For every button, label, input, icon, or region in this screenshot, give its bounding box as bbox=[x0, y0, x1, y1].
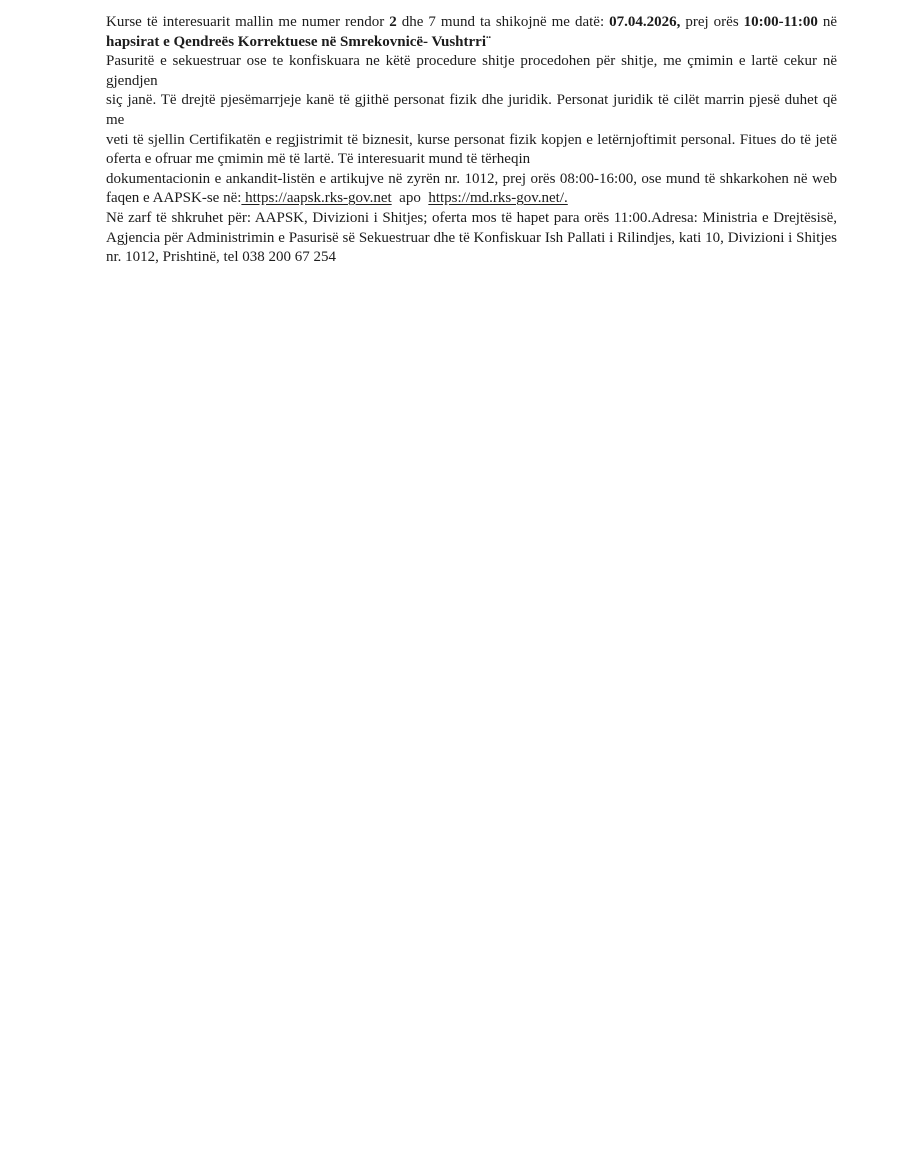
text-run: 07.04.2026, bbox=[609, 14, 681, 30]
text-run: në bbox=[817, 14, 837, 30]
text-run: prej orës bbox=[680, 14, 744, 30]
text-run: siç janë. Të drejtë pjesëmarrjeje kanë të gjithë personat fizik dhe juridik. Personat juridik të cilët marrin pjesë duhet që me bbox=[106, 92, 837, 128]
text-line bbox=[106, 170, 837, 190]
text-line bbox=[106, 150, 837, 170]
text-run: hapsirat e Qendreës Korrektuese në Smrekovnicë- Vushtrri¨ bbox=[106, 33, 491, 50]
text-run: faqen e AAPSK-se në: bbox=[106, 190, 242, 207]
text-line bbox=[106, 91, 837, 130]
text-line bbox=[106, 131, 837, 151]
text-run: Agjencia për Administrimin e Pasurisë së Sekuestruar dhe të Konfiskuar Ish Pallati i Rilindjes, kati 10, Divizioni i Shitjes bbox=[106, 229, 837, 246]
text-line bbox=[106, 248, 837, 268]
text-run: veti të sjellin Certifikatën e regjistrimit të biznesit, kurse personat fizik kopjen e letërnjoftimit personal. Fitues do të jetë bbox=[106, 131, 837, 148]
text-line bbox=[106, 13, 837, 33]
text-run: Në zarf të shkruhet për: AAPSK, Divizioni i Shitjes; oferta mos të hapet para orës 11:00.Adresa: Ministria e Drejtësisë, bbox=[106, 209, 837, 226]
text-run: 2 bbox=[389, 14, 397, 30]
text-run: nr. 1012, Prishtinë, tel 038 200 67 254 bbox=[106, 249, 336, 266]
text-line bbox=[106, 229, 837, 249]
text-run: oferta e ofruar me çmimin më të lartë. Të interesuarit mund të tërheqin bbox=[106, 151, 531, 168]
link-md-rks-gov[interactable]: https://md.rks-gov.net/. bbox=[428, 190, 568, 207]
text-run: Kurse të interesuarit mallin me numer rendor bbox=[106, 14, 390, 30]
text-line bbox=[106, 189, 837, 209]
text-run: dhe 7 mund ta shikojnë me datë: bbox=[396, 14, 610, 30]
text-line bbox=[106, 33, 837, 53]
text-line bbox=[106, 52, 837, 91]
text-line bbox=[106, 209, 837, 229]
notice-text-block bbox=[106, 13, 837, 268]
text-run: dokumentacionin e ankandit-listën e artikujve në zyrën nr. 1012, prej orës 08:00-16:00, ose mund të shkarkohen në web bbox=[106, 170, 837, 187]
text-run: apo bbox=[391, 190, 429, 207]
text-run: Pasuritë e sekuestruar ose te konfiskuara ne këtë procedure shitje procedohen për shitje, me çmimin e lartë cekur në gjendjen bbox=[106, 53, 837, 89]
text-run: 10:00-11:00 bbox=[743, 14, 818, 30]
link-aapsk-rks-gov[interactable]: https://aapsk.rks-gov.net bbox=[241, 190, 392, 207]
